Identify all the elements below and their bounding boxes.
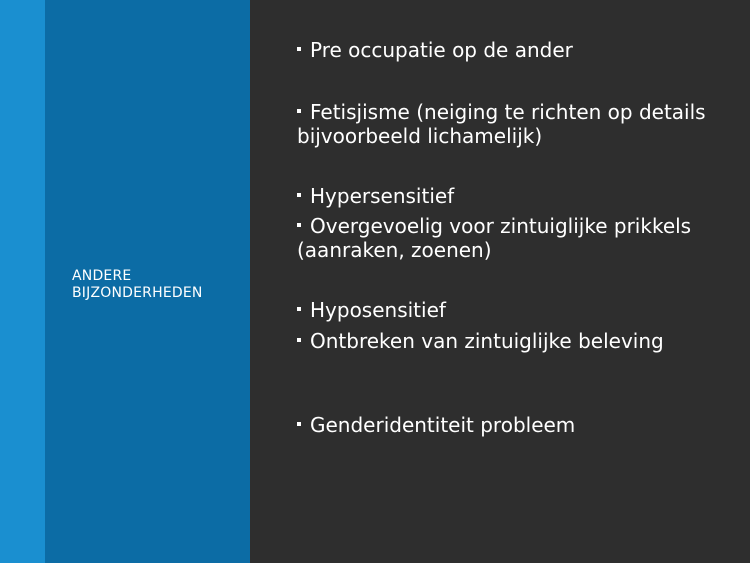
bullet-icon — [297, 47, 301, 51]
bullet-item — [297, 329, 737, 353]
bullet-icon — [297, 223, 301, 227]
bullet-icon — [297, 338, 301, 342]
bullet-text: Genderidentiteit probleem — [310, 413, 576, 437]
bullet-item — [297, 298, 737, 322]
accent-stripe-light — [0, 0, 45, 563]
bullet-text: Overgevoelig voor zintuiglijke prikkels (aanraken, zoenen) — [297, 214, 692, 262]
bullet-text: Hypersensitief — [310, 184, 455, 208]
bullet-icon — [297, 422, 301, 426]
bullet-text: Ontbreken van zintuiglijke beleving — [310, 329, 664, 353]
bullet-icon — [297, 109, 301, 113]
section-title — [72, 268, 242, 302]
bullet-item — [297, 38, 737, 62]
bullet-text: Fetisjisme (neiging te richten op details bijvoorbeeld lichamelijk) — [297, 100, 706, 148]
bullet-icon — [297, 307, 301, 311]
bullet-item — [297, 413, 737, 437]
bullet-item — [297, 214, 737, 262]
section-title-line-2: BIJZONDERHEDEN — [72, 285, 203, 301]
bullet-text: Hyposensitief — [310, 298, 446, 322]
section-title-line-1: ANDERE — [72, 268, 132, 284]
bullet-icon — [297, 193, 301, 197]
bullet-item — [297, 184, 737, 208]
bullet-item — [297, 100, 737, 148]
bullet-text: Pre occupatie op de ander — [310, 38, 573, 62]
